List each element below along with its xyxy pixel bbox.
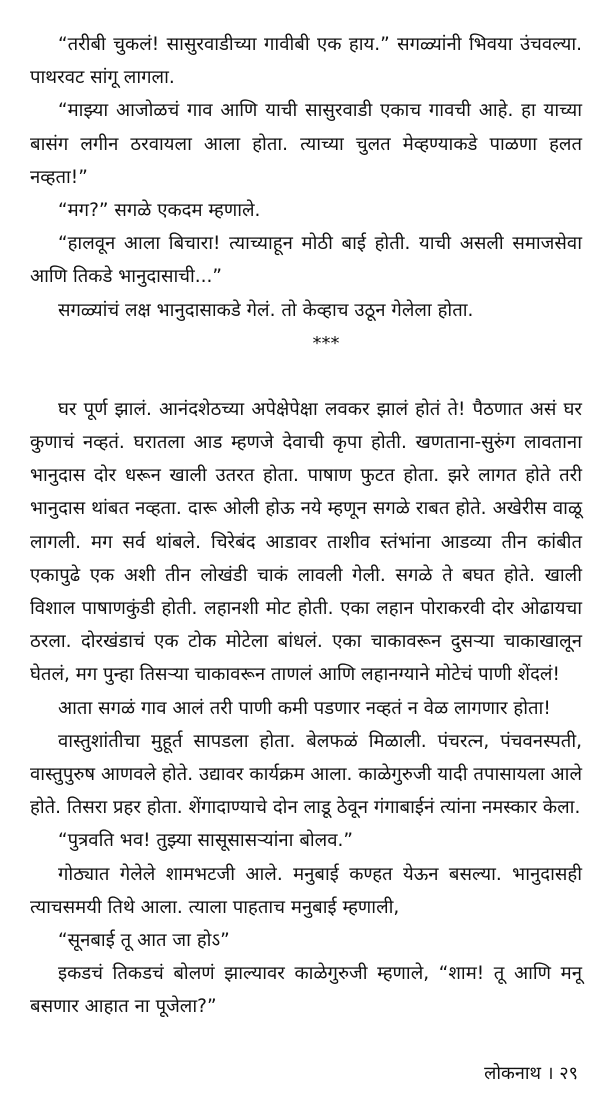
paragraph: “माझ्या आजोळचं गाव आणि याची सासुरवाडी एकाच गावची आहे. हा याच्या बासंग लगीन ठरवायला आला होता. त्याच्या चुलत मेव्हण्याकडे पाळणा हलत नव्हता!” bbox=[30, 100, 582, 188]
paragraph: गोठ्यात गेलेले शामभटजी आले. मनुबाई कण्हत येऊन बसल्या. भानुदासही त्याचसमयी तिथे आला. त्याला पाहताच मनुबाई म्हणाली, bbox=[30, 863, 582, 918]
paragraph: “हालवून आला बिचारा! त्याच्याहून मोठी बाई होती. याची असली समाजसेवा आणि तिकडे भानुदासाची...” bbox=[30, 233, 582, 288]
paragraph: “सूनबाई तू आत जा होऽ” bbox=[58, 930, 230, 952]
page-body bbox=[30, 28, 582, 1024]
paragraph: घर पूर्ण झालं. आनंदशेठच्या अपेक्षेपेक्षा लवकर झालं होतं ते! पैठणात असं घर कुणाचं नव्हतं. घरातला आड म्हणजे देवाची कृपा होती. खणताना-सुरुंग लावताना भानुदास दोर धरून खाली उतरत होता. पाषाण फुटत होता. झरे लागत होते तरी भानुदास थांबत नव्हता. दारू ओली होऊ नये म्हणून सगळे राबत होते. अखेरीस वाळू लागली. मग सर्व थांबले. चिरेबंद आडावर ताशीव स्तंभांना आडव्या तीन कांबीत एकापुढे एक अशी तीन लोखंडी चाकं लावली गेली. सगळे ते बघत होते. खाली विशाल पाषाणकुंडी होती. लहानशी मोट होती. एका लहान पोराकरवी दोर ओढायचा ठरला. दोरखंडाचं एक टोक मोटेला बांधलं. एका चाकावरून दुसऱ्या चाकाखालून घेतलं, मग पुन्हा तिसऱ्या चाकावरून ताणलं आणि लहानग्याने मोटेचं पाणी शेंदलं! bbox=[30, 398, 582, 686]
paragraph: “तरीबी चुकलं! सासुरवाडीच्या गावीबी एक हाय.” सगळ्यांनी भिवया उंचवल्या. पाथरवट सांगू लागला. bbox=[30, 34, 582, 89]
section-separator: *** bbox=[312, 332, 340, 354]
paragraph: इकडचं तिकडचं बोलणं झाल्यावर काळेगुरुजी म्हणाले, “शाम! तू आणि मनू बसणार आहात ना पूजेला?” bbox=[30, 963, 582, 1018]
paragraph: “मग?” सगळे एकदम म्हणाले. bbox=[58, 200, 261, 222]
paragraph: सगळ्यांचं लक्ष भानुदासाकडे गेलं. तो केव्हाच उठून गेलेला होता. bbox=[58, 299, 474, 321]
page-footer: लोकनाथ । २९ bbox=[484, 1063, 578, 1084]
paragraph: आता सगळं गाव आलं तरी पाणी कमी पडणार नव्हतं न वेळ लागणार होता! bbox=[58, 697, 551, 719]
paragraph: वास्तुशांतीचा मुहूर्त सापडला होता. बेलफळं मिळाली. पंचरत्न, पंचवनस्पती, वास्तुपुरुष आणवले होते. उद्यावर कार्यक्रम आला. काळेगुरुजी यादी तपासायला आले होते. तिसरा प्रहर होता. शेंगादाण्याचे दोन लाडू ठेवून गंगाबाईनं त्यांना नमस्कार केला. bbox=[30, 730, 582, 819]
paragraph: “पुत्रवति भव! तुझ्या सासूसासऱ्यांना बोलव.” bbox=[58, 830, 353, 852]
